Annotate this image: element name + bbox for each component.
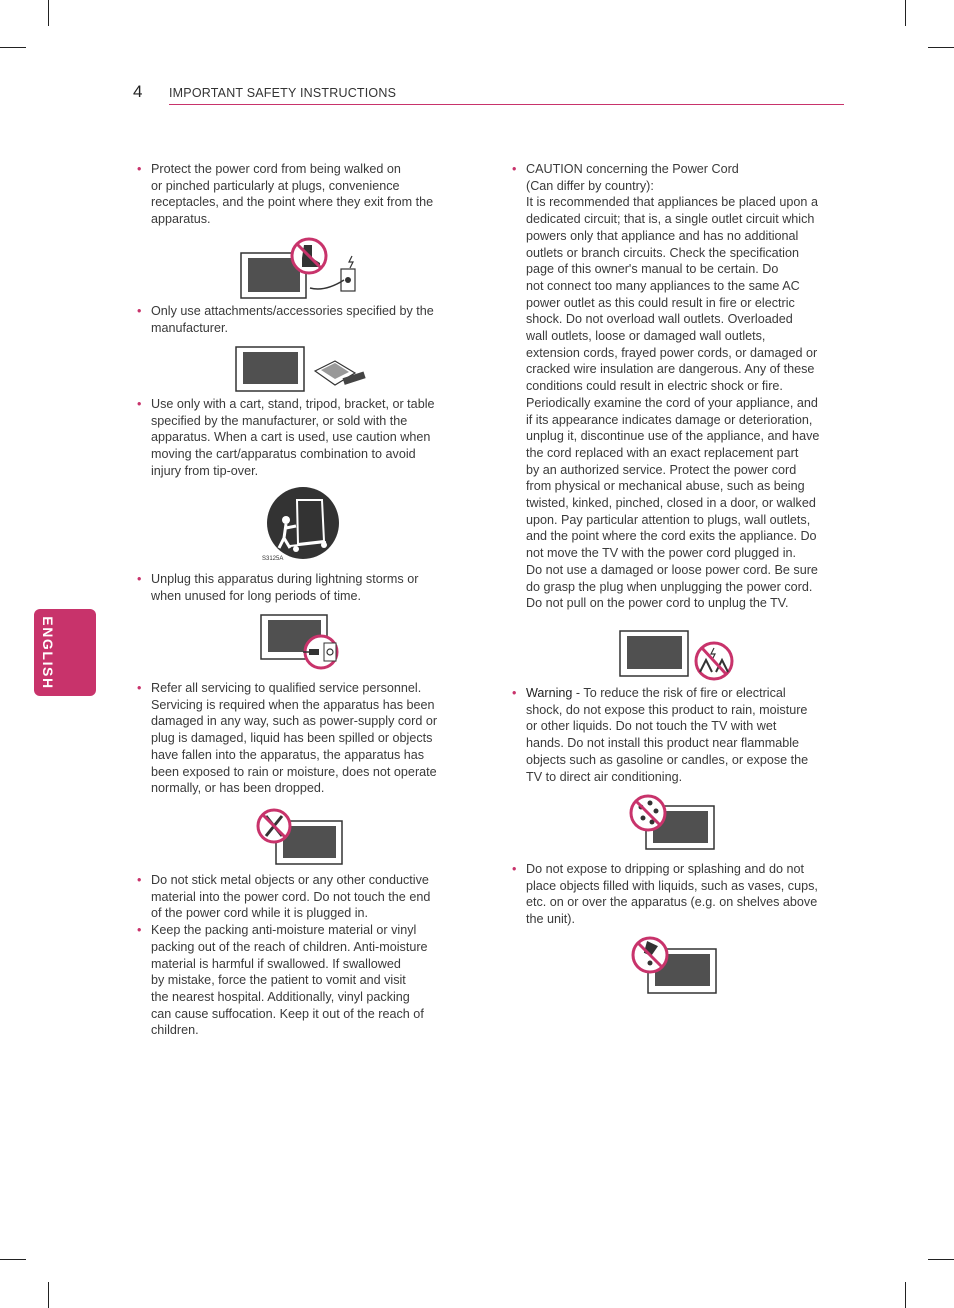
cart-tip-over-warning-icon xyxy=(262,486,342,562)
crop-mark xyxy=(905,1282,906,1308)
page-number: 4 xyxy=(133,82,143,101)
item-text: Do not expose to dripping or splashing and do not place objects filled with liquids, such as vases, cups, etc. on or over the apparatus (e.g. on shelves above the unit). xyxy=(526,862,818,927)
bullet: • xyxy=(137,304,142,318)
bullet: • xyxy=(137,681,142,695)
bullet: • xyxy=(137,873,142,887)
crop-mark xyxy=(928,1259,954,1260)
no-rain-moisture-illustration xyxy=(628,793,718,851)
item-text: Keep the packing anti-moisture material or vinyl packing out of the reach of children. Anti-moisture material is harmful if swallowed. If swallowed by mistake, force the patient to vomit and visit the nearest hospital. Additionally, vinyl packing can cause suffocation. Keep it out of the reach of children. xyxy=(151,923,428,1038)
tv-accessories-illustration xyxy=(235,345,370,393)
tv-cord-stepped-on-illustration xyxy=(240,236,365,300)
no-liquids-on-tv-illustration xyxy=(630,935,720,995)
crop-mark xyxy=(0,1259,26,1260)
bullet: • xyxy=(137,923,142,938)
warning-label: Warning xyxy=(526,686,573,700)
item-text: Do not stick metal objects or any other conductive material into the power cord. Do not touch the end of the power cord while it is plugged in. xyxy=(151,873,431,921)
crop-mark xyxy=(48,0,49,26)
right-item-1 xyxy=(512,161,842,612)
bullet: • xyxy=(137,572,142,586)
item-text: - To reduce the risk of fire or electrical shock, do not expose this product to rain, moisture or other liquids. Do not touch the TV with wet hands. Do not install this product near flammable objects such as gasoline or candles, or expose the TV to direct air conditioning. xyxy=(526,686,809,784)
item-text: Protect the power cord from being walked on or pinched particularly at plugs, convenience receptacles, and the point where they exit from the apparatus. xyxy=(151,162,434,227)
header-rule xyxy=(169,104,844,105)
bullet: • xyxy=(137,162,142,176)
bullet: • xyxy=(512,862,517,876)
right-item-3 xyxy=(512,861,842,928)
item-text: CAUTION concerning the Power Cord (Can differ by country): It is recommended that appliances be placed upon a dedicated circuit; that is, a single outlet circuit which powers only that appliance and has no additional outlets or branch circuits. Check the specification page of this owner's manual to be certain. Do not connect too many appliances to the same AC power outlet as this could result in fire or electric shock. Do not overload wall outlets. Overloaded wall outlets, loose or damaged wall outlets, extension cords, frayed power cords, or damaged or cracked wire insulation are dangerous. Any of these conditions could result in electric shock or fire. Periodically examine the cord of your appliance, and if its appearance indicates damage or deterioration, unplug it, discontinue use of the appliance, and have the cord replaced with an exact replacement part by an authorized service. Protect the power cord from physical or mechanical abuse, such as being twisted, kinked, pinched, closed in a door, or walked upon. Pay particular attention to plugs, wall outlets, and the point where the cord exits the appliance. Do not move the TV with the power cord plugged in. Do not use a damaged or loose power cord. Be sure do grasp the plug when unplugging the power cord. Do not pull on the power cord to unplug the TV. xyxy=(526,162,820,611)
left-item-5 xyxy=(137,680,467,797)
cart-label: S3125A xyxy=(262,556,284,562)
item-text: Use only with a cart, stand, tripod, bracket, or table specified by the manufacturer, or sold with the apparatus. When a cart is used, use caution when moving the cart/apparatus combination to avoid injury from tip-over. xyxy=(151,397,435,478)
crop-mark xyxy=(928,47,954,48)
left-item-2 xyxy=(137,303,467,336)
left-item-4 xyxy=(137,571,467,604)
crop-mark xyxy=(48,1282,49,1308)
tv-unplug-illustration xyxy=(259,612,343,670)
language-tab-label: ENGLISH xyxy=(40,616,56,690)
crop-mark xyxy=(0,47,26,48)
right-item-2 xyxy=(512,685,842,785)
item-text: Unplug this apparatus during lightning storms or when unused for long periods of time. xyxy=(151,572,419,603)
bullet: • xyxy=(512,162,517,176)
left-item-1 xyxy=(137,161,467,228)
bullet: • xyxy=(512,686,517,700)
left-item-6 xyxy=(137,872,467,1039)
no-self-service-illustration xyxy=(256,806,346,866)
item-text: Refer all servicing to qualified service personnel. Servicing is required when the apparatus has been damaged in any way, such as power-supply cord or plug is damaged, liquid has been spilled or objects have fallen into the apparatus, the apparatus has been exposed to rain or moisture, does not operate normally, or has been dropped. xyxy=(151,681,438,796)
crop-mark xyxy=(905,0,906,26)
left-item-3 xyxy=(137,396,467,480)
item-text: Only use attachments/accessories specified by the manufacturer. xyxy=(151,304,434,335)
bullet: • xyxy=(137,397,142,411)
section-title: IMPORTANT SAFETY INSTRUCTIONS xyxy=(169,86,397,100)
tv-power-cord-illustration xyxy=(618,628,738,684)
